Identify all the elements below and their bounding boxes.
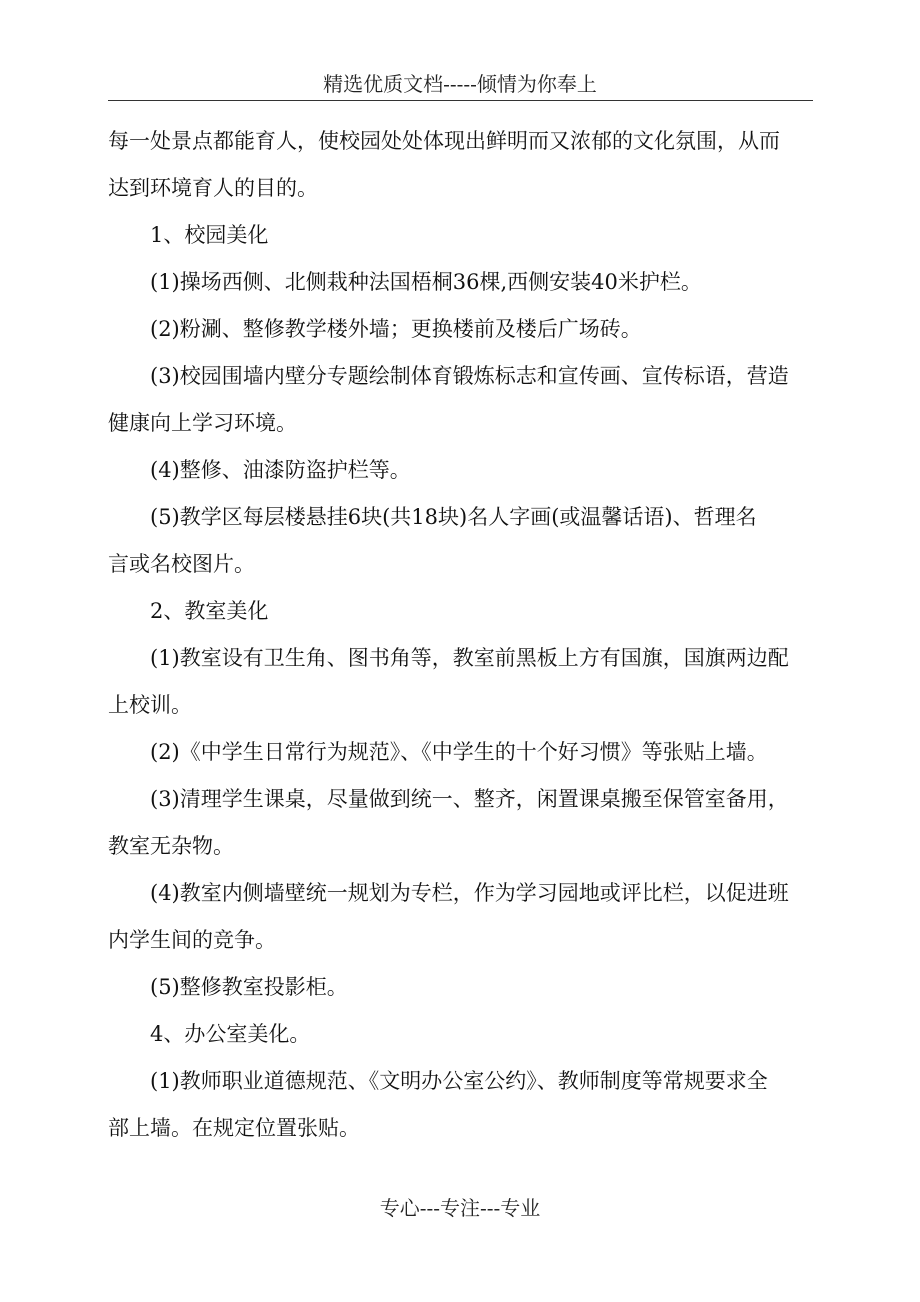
document-body — [108, 118, 813, 1152]
paragraph-line: (3)清理学生课桌，尽量做到统一、整齐，闲置课桌搬至保管室备用， — [150, 787, 789, 811]
paragraph-line: (1)教室设有卫生角、图书角等，教室前黑板上方有国旗，国旗两边配 — [150, 646, 789, 670]
paragraph-line: (2)《中学生日常行为规范》、《中学生的十个好习惯》等张贴上墙。 — [150, 740, 768, 764]
page-header: 精选优质文档-----倾情为你奉上 — [323, 72, 597, 96]
paragraph-line: (1)操场西侧、北侧栽种法国梧桐36棵,西侧安装40米护栏。 — [150, 270, 702, 294]
paragraph-line: 言或名校图片。 — [108, 552, 255, 576]
paragraph-line: (5)教学区每层楼悬挂6块(共18块)名人字画(或温馨话语)、哲理名 — [150, 505, 757, 529]
paragraph-line: (4)教室内侧墙壁统一规划为专栏，作为学习园地或评比栏，以促进班 — [150, 881, 789, 905]
section-heading: 1、校园美化 — [150, 223, 269, 247]
paragraph-line: 内学生间的竞争。 — [108, 928, 276, 952]
paragraph-line: 部上墙。在规定位置张贴。 — [108, 1116, 360, 1140]
header-divider — [108, 100, 813, 101]
page-footer: 专心---专注---专业 — [379, 1196, 541, 1220]
paragraph-line: (2)粉涮、整修教学楼外墙；更换楼前及楼后广场砖。 — [150, 317, 642, 341]
paragraph-line: (3)校园围墙内壁分专题绘制体育锻炼标志和宣传画、宣传标语，营造 — [150, 364, 789, 388]
paragraph-line: 教室无杂物。 — [108, 834, 234, 858]
section-heading: 4、办公室美化。 — [150, 1022, 311, 1046]
section-heading: 2、教室美化 — [150, 599, 269, 623]
paragraph-line: (1)教师职业道德规范、《文明办公室公约》、教师制度等常规要求全 — [150, 1069, 768, 1093]
paragraph-line: (5)整修教室投影柜。 — [150, 975, 348, 999]
paragraph-line: (4)整修、油漆防盗护栏等。 — [150, 458, 411, 482]
paragraph-line: 每一处景点都能育人，使校园处处体现出鲜明而又浓郁的文化氛围，从而 — [108, 129, 780, 153]
paragraph-line: 健康向上学习环境。 — [108, 411, 297, 435]
paragraph-line: 达到环境育人的目的。 — [108, 176, 318, 200]
paragraph-line: 上校训。 — [108, 693, 192, 717]
